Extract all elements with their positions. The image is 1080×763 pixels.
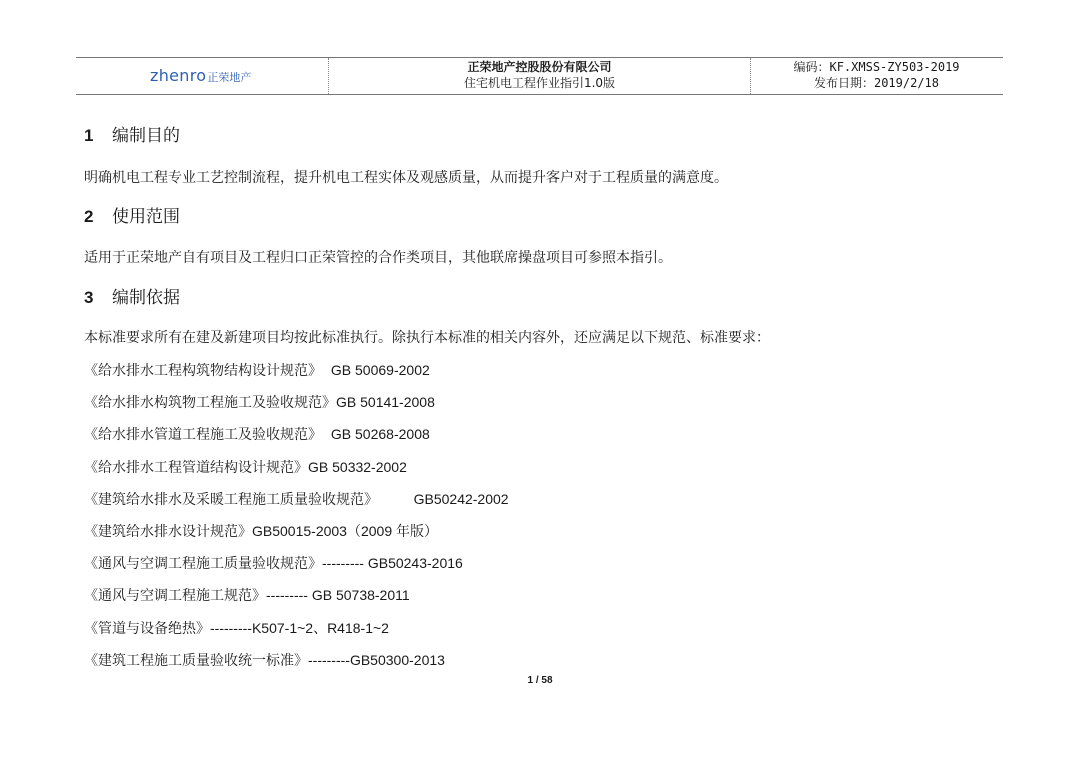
standard-item bbox=[84, 553, 463, 574]
standard-name: 《给水排水构筑物工程施工及验收规范》 bbox=[84, 395, 336, 411]
standard-item bbox=[84, 392, 435, 413]
standard-item bbox=[84, 424, 430, 445]
section-number: 1 bbox=[84, 126, 94, 145]
publish-date: 发布日期：2019/2/18 bbox=[813, 76, 940, 90]
company-logo bbox=[150, 67, 251, 87]
standard-code: GB 50069-2002 bbox=[330, 362, 430, 378]
standard-name: 《给水排水工程构筑物结构设计规范》 bbox=[84, 363, 322, 379]
standard-item bbox=[84, 650, 445, 671]
standard-code: GB 50141-2008 bbox=[336, 394, 435, 410]
company-name: 正荣地产控股股份有限公司 bbox=[467, 60, 612, 74]
standard-item bbox=[84, 618, 389, 639]
section-title: 使用范围 bbox=[112, 207, 180, 227]
standard-separator bbox=[322, 363, 331, 379]
standard-item bbox=[84, 457, 407, 478]
document-code: 编码：KF.XMSS-ZY503-2019 bbox=[793, 60, 960, 74]
standard-item bbox=[84, 489, 509, 510]
standard-item bbox=[84, 360, 430, 381]
standard-code: --------- GB50243-2016 bbox=[322, 555, 463, 571]
standard-code: GB50242-2002 bbox=[413, 491, 509, 507]
standard-name: 《建筑工程施工质量验收统一标准》 bbox=[84, 653, 308, 669]
standard-name: 《建筑给水排水设计规范》 bbox=[84, 524, 252, 540]
logo-latin: zhenro bbox=[150, 66, 207, 85]
page-number: 1 / 58 bbox=[527, 675, 553, 686]
standard-code: GB50015-2003（2009 年版） bbox=[252, 523, 438, 539]
standard-name: 《通风与空调工程施工规范》 bbox=[84, 588, 266, 604]
logo-chinese: 正荣地产 bbox=[207, 71, 252, 84]
section-title: 编制目的 bbox=[112, 126, 180, 146]
standard-name: 《通风与空调工程施工质量验收规范》 bbox=[84, 556, 322, 572]
standard-code: GB 50268-2008 bbox=[330, 426, 430, 442]
section-paragraph: 明确机电工程专业工艺控制流程，提升机电工程实体及观感质量，从而提升客户对于工程质量的满意度。 bbox=[84, 170, 728, 186]
section-title: 编制依据 bbox=[112, 288, 180, 308]
section-number: 3 bbox=[84, 288, 94, 307]
standard-code: ---------K507-1~2、R418-1~2 bbox=[210, 620, 389, 636]
standard-code: GB 50332-2002 bbox=[308, 459, 407, 475]
section-number: 2 bbox=[84, 207, 94, 226]
standard-name: 《给水排水管道工程施工及验收规范》 bbox=[84, 427, 322, 443]
section-heading bbox=[84, 125, 180, 147]
section-paragraph: 本标准要求所有在建及新建项目均按此标准执行。除执行本标准的相关内容外，还应满足以下规范、标准要求： bbox=[84, 330, 770, 346]
section-heading bbox=[84, 206, 180, 228]
standard-name: 《给水排水工程管道结构设计规范》 bbox=[84, 460, 308, 476]
meta-cell bbox=[750, 58, 1003, 94]
document-title: 住宅机电工程作业指引1.0版 bbox=[463, 76, 616, 90]
standard-separator bbox=[322, 427, 331, 443]
section-paragraph: 适用于正荣地产自有项目及工程归口正荣管控的合作类项目，其他联席操盘项目可参照本指引。 bbox=[84, 250, 672, 266]
standard-item bbox=[84, 585, 410, 606]
section-heading bbox=[84, 287, 180, 309]
document-header bbox=[76, 57, 1003, 95]
logo-cell bbox=[76, 58, 328, 94]
standard-item bbox=[84, 521, 438, 542]
title-cell bbox=[328, 58, 751, 94]
standard-code: ---------GB50300-2013 bbox=[308, 652, 445, 668]
standard-name: 《建筑给水排水及采暖工程施工质量验收规范》 bbox=[84, 492, 378, 508]
standard-name: 《管道与设备绝热》 bbox=[84, 621, 210, 637]
standard-separator bbox=[378, 492, 414, 508]
standard-code: --------- GB 50738-2011 bbox=[266, 587, 410, 603]
